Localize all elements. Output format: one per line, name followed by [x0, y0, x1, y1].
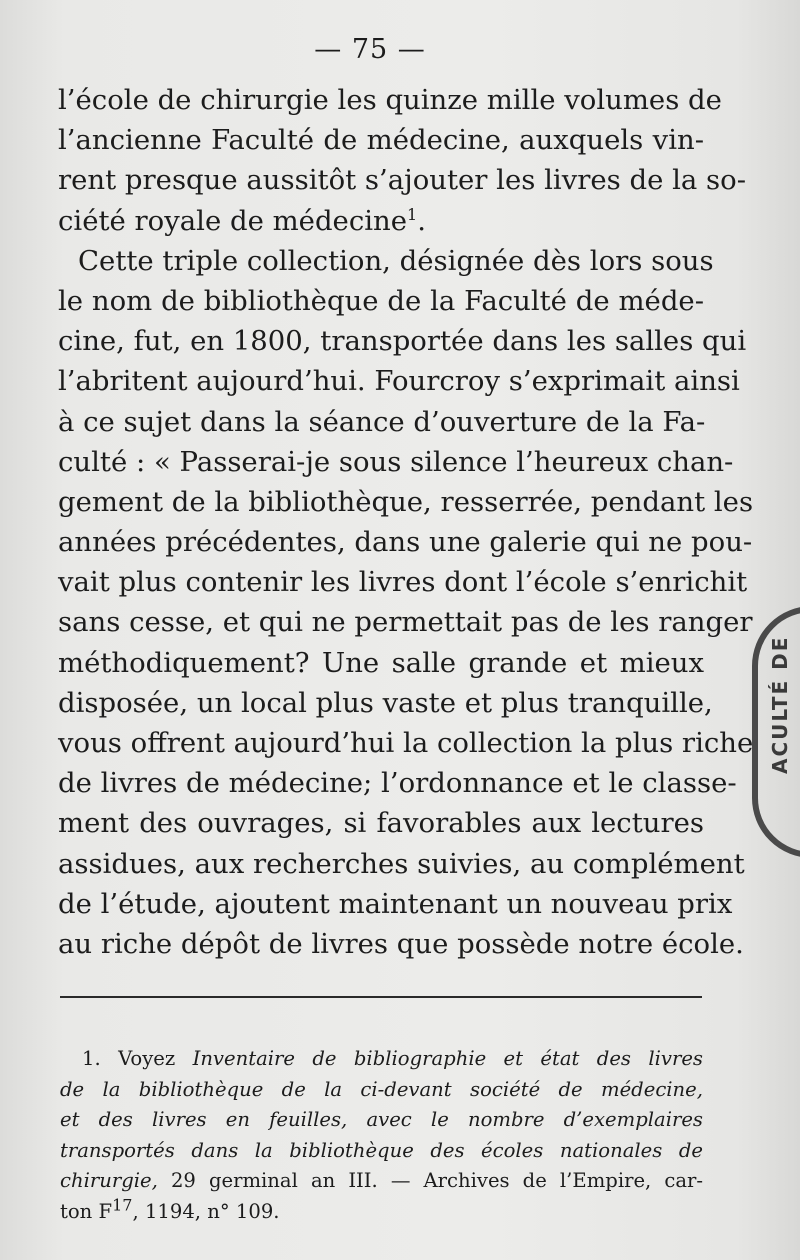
footnote-title: Inventaire de bibliographie et état des livres	[192, 1047, 703, 1070]
body-line: méthodiquement? Une salle grande et mieux	[58, 646, 704, 679]
footnote-line	[60, 1166, 703, 1197]
body-line: l’école de chirurgie les quinze mille volumes de	[58, 84, 722, 116]
body-text	[58, 80, 754, 964]
body-line: le nom de bibliothèque de la Faculté de méde-	[58, 284, 704, 317]
body-line: vait plus contenir les livres dont l’école s’enrichit	[58, 566, 748, 599]
body-line: vous offrent aujourd’hui la collection la plus riche	[58, 727, 754, 759]
body-line: gement de la bibliothèque, resserrée, pendant les	[58, 485, 754, 518]
body-line: de l’étude, ajoutent maintenant un nouveau prix	[58, 887, 733, 920]
body-line: culté : « Passerai-je sous silence l’heureux chan-	[58, 445, 734, 478]
footnote-line	[60, 1197, 703, 1228]
body-line: Cette triple collection, désignée dès lors sous	[78, 244, 714, 277]
sentence-end: .	[417, 204, 426, 237]
body-line: assidues, aux recherches suivies, au complément	[58, 847, 745, 880]
footnote-text: 29 germinal an III. — Archives de l’Empire, car-	[170, 1169, 703, 1193]
footnote-superscript: 17	[112, 1195, 133, 1215]
footnote-line: de la bibliothèque de la ci-devant société de médecine,	[60, 1077, 703, 1101]
body-line: ment des ouvrages, si favorables aux lectures	[58, 807, 704, 840]
body-line: années précédentes, dans une galerie qui ne pou-	[58, 526, 753, 559]
page-number: — 75 —	[314, 34, 426, 65]
body-line: au riche dépôt de livres que possède notre école.	[58, 927, 744, 960]
footnote-prefix: 1. Voyez	[82, 1047, 176, 1070]
body-line-text: ciété royale de médecine	[58, 204, 408, 237]
body-line: sans cesse, et qui ne permettait pas de les ranger	[58, 606, 753, 639]
library-stamp	[752, 606, 800, 858]
footnote-text: ton F	[60, 1199, 113, 1223]
footnote-line	[60, 1044, 703, 1075]
footnote-separator	[60, 996, 702, 998]
body-line: rent presque aussitôt s’ajouter les livres de la so-	[58, 164, 747, 197]
footnote-text: , 1194, n° 109.	[132, 1199, 280, 1223]
body-line: de livres de médecine; l’ordonnance et le classe-	[58, 767, 737, 800]
footnote	[60, 1044, 703, 1228]
body-line: à ce sujet dans la séance d’ouverture de la Fa-	[58, 405, 706, 438]
body-line: disposée, un local plus vaste et plus tranquille,	[58, 686, 713, 719]
footnote-line: et des livres en feuilles, avec le nombre d’exemplaires	[60, 1108, 703, 1132]
body-line	[58, 201, 704, 241]
body-line: cine, fut, en 1800, transportée dans les salles qui	[58, 325, 747, 358]
footnote-marker: 1	[407, 204, 418, 224]
body-line: l’abritent aujourd’hui. Fourcroy s’exprimait ainsi	[58, 365, 740, 398]
stamp-text: ACULTÉ DE	[768, 635, 792, 774]
footnote-italic: chirurgie,	[60, 1169, 158, 1193]
body-line: l’ancienne Faculté de médecine, auxquels vin-	[58, 124, 704, 157]
footnote-line: transportés dans la bibliothèque des écoles nationales de	[60, 1138, 703, 1162]
